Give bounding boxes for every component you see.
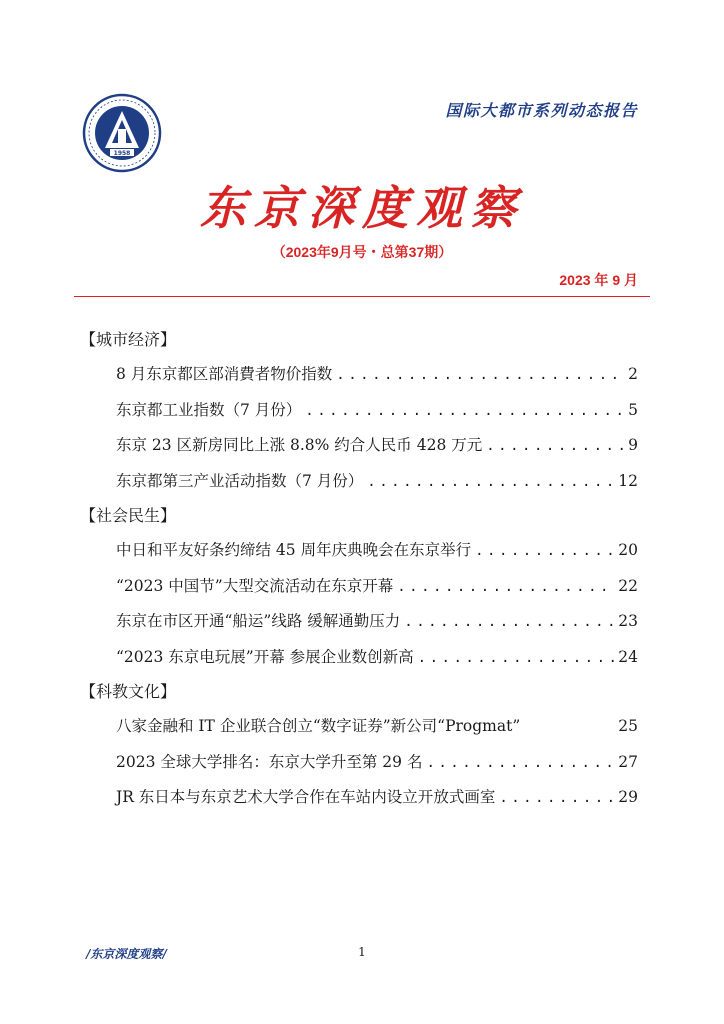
toc-entry[interactable] [80, 400, 638, 436]
toc-entry[interactable] [80, 576, 638, 612]
table-of-contents [80, 330, 638, 823]
entry-page: 23 [618, 612, 638, 630]
leader-dots [397, 577, 614, 597]
entry-title: 东京 23 区新房同比上涨 8.8% 约合人民币 428 万元 [116, 436, 483, 454]
entry-page: 5 [628, 400, 638, 419]
entry-page: 2 [628, 365, 638, 383]
toc-entry[interactable] [80, 787, 638, 823]
header-divider [74, 296, 650, 297]
entry-title: 2023 全球大学排名：东京大学升至第 29 名 [116, 752, 423, 771]
leader-dots [305, 401, 624, 421]
footer-running-title: /东京深度观察/ [86, 947, 167, 961]
leader-dots [367, 472, 614, 492]
entry-page: 29 [618, 788, 638, 806]
series-title: 国际大都市系列动态报告 [445, 101, 638, 120]
entry-title: 东京在市区开通“船运”线路 缓解通勤压力 [116, 612, 401, 630]
logo-year: 1958 [113, 150, 131, 157]
entry-page: 24 [618, 647, 638, 666]
toc-entry[interactable] [80, 716, 638, 752]
entry-page: 25 [618, 717, 638, 735]
entry-page: 20 [618, 541, 638, 559]
publish-date: 2023 年 9 月 [559, 272, 638, 288]
entry-title: 中日和平友好条约缔结 45 周年庆典晚会在东京举行 [116, 541, 472, 559]
entry-page: 9 [628, 436, 638, 454]
issue-number: （2023年9月号・总第37期） [271, 244, 453, 260]
entry-title: 8 月东京都区部消費者物价指数 [116, 365, 333, 383]
toc-entry[interactable] [80, 364, 638, 400]
leader-dots [426, 753, 614, 773]
entry-page: 22 [618, 576, 638, 595]
entry-title: 八家金融和 IT 企业联合创立“数字证券”新公司“Progmat” [116, 717, 521, 735]
section-heading: 【社会民生】 [80, 506, 177, 525]
leader-dots [499, 788, 614, 808]
entry-title: JR 东日本与东京艺术大学合作在车站内设立开放式画室 [116, 788, 496, 806]
entry-page: 12 [618, 471, 638, 490]
leader-dots [475, 541, 614, 561]
leader-dots [486, 436, 624, 456]
toc-entry[interactable] [80, 752, 638, 788]
leader-dots [336, 365, 624, 385]
toc-section [80, 506, 638, 682]
leader-dots [418, 648, 615, 668]
toc-section [80, 330, 638, 506]
section-heading: 【城市经济】 [80, 330, 177, 349]
footer-page-number: 1 [358, 945, 366, 959]
seal-icon [82, 93, 162, 173]
entry-title: “2023 中国节”大型交流活动在东京开幕 [116, 576, 394, 595]
toc-entry[interactable] [80, 540, 638, 576]
institute-logo [82, 93, 162, 173]
entry-title: 东京都第三产业活动指数（7 月份） [116, 471, 364, 490]
section-heading: 【科教文化】 [80, 682, 177, 701]
entry-title: 东京都工业指数（7 月份） [116, 400, 302, 419]
entry-title: “2023 东京电玩展”开幕 参展企业数创新高 [116, 647, 414, 666]
toc-entry[interactable] [80, 471, 638, 507]
leader-dots [404, 612, 614, 632]
toc-entry[interactable] [80, 435, 638, 471]
toc-section [80, 682, 638, 823]
toc-entry[interactable] [80, 611, 638, 647]
toc-entry[interactable] [80, 647, 638, 683]
main-title: 东京深度观察 [200, 181, 524, 235]
entry-page: 27 [618, 752, 638, 771]
